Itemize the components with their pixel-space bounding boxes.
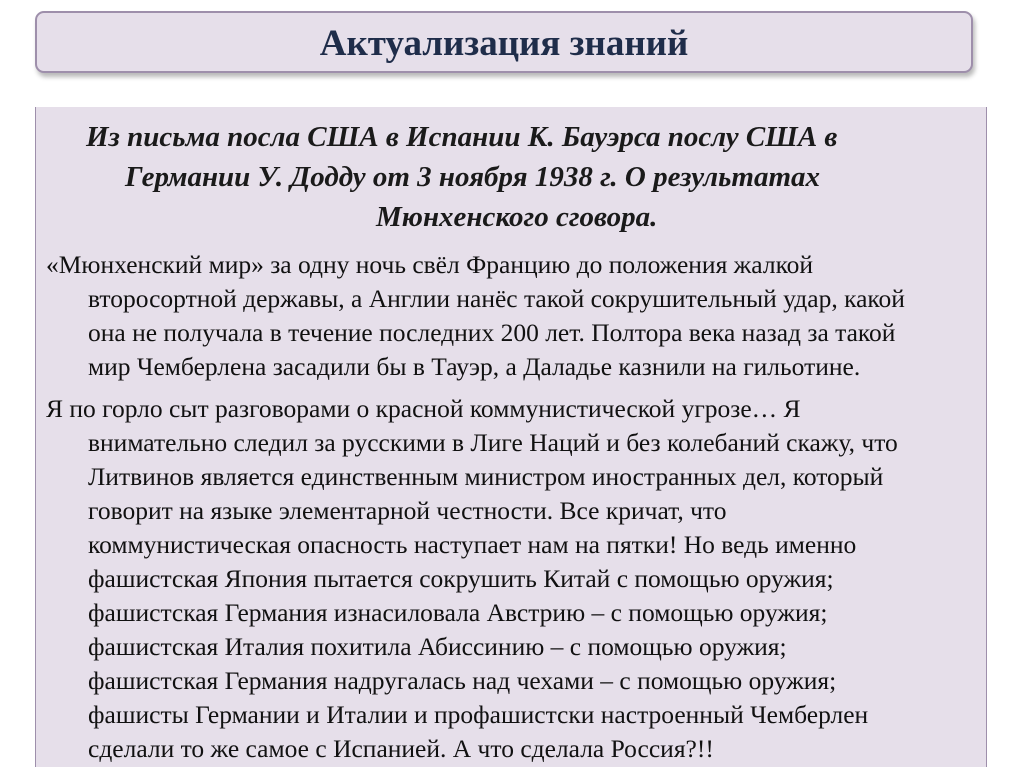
paragraph-line: фашисты Германии и Италии и профашистски настроенный Чемберлен [88, 700, 869, 729]
paragraph-line: внимательно следил за русскими в Лиге Наций и без колебаний скажу, что [88, 428, 898, 457]
paragraph-line: фашистская Германия надругалась над чехами – с помощью оружия; [88, 666, 837, 695]
paragraph-line: она не получала в течение последних 200 лет. Полтора века назад за такой [88, 318, 896, 347]
paragraph-line: фашистская Германия изнасиловала Австрию – с помощью оружия; [88, 598, 828, 627]
paragraph-munich-peace [46, 248, 986, 384]
paragraph-line: фашистская Япония пытается сокрушить Китай с помощью оружия; [88, 564, 834, 593]
heading-line: Мюнхенского сговора. [376, 201, 658, 233]
paragraph-line: говорит на языке элементарной честности. Все кричат, что [88, 496, 727, 525]
title-banner [35, 11, 973, 73]
paragraph-line: мир Чемберлена засадили бы в Тауэр, а Даладье казнили на гильотине. [88, 352, 861, 381]
paragraph-line: Литвинов является единственным министром иностранных дел, который [88, 462, 884, 491]
heading-line: Германии У. Додду от 3 ноября 1938 г. О результатах [125, 161, 821, 193]
paragraph-communist-threat [46, 392, 986, 766]
paragraph-line: второсортной державы, а Англии нанёс такой сокрушительный удар, какой [88, 284, 905, 313]
paragraph-line: Я по горло сыт разговорами о красной коммунистической угрозе… Я [46, 394, 801, 423]
paragraph-line: «Мюнхенский мир» за одну ночь свёл Францию до положения жалкой [46, 250, 814, 279]
heading-line: Из письма посла США в Испании К. Бауэрса послу США в [86, 121, 838, 153]
letter-heading [86, 117, 996, 237]
slide-title: Актуализация знаний [319, 23, 689, 64]
paragraph-line: коммунистическая опасность наступает нам на пятки! Но ведь именно [88, 530, 857, 559]
paragraph-line: сделали то же самое с Испанией. А что сделала Россия?!! [88, 734, 714, 763]
paragraph-line: фашистская Италия похитила Абиссинию – с помощью оружия; [88, 632, 787, 661]
